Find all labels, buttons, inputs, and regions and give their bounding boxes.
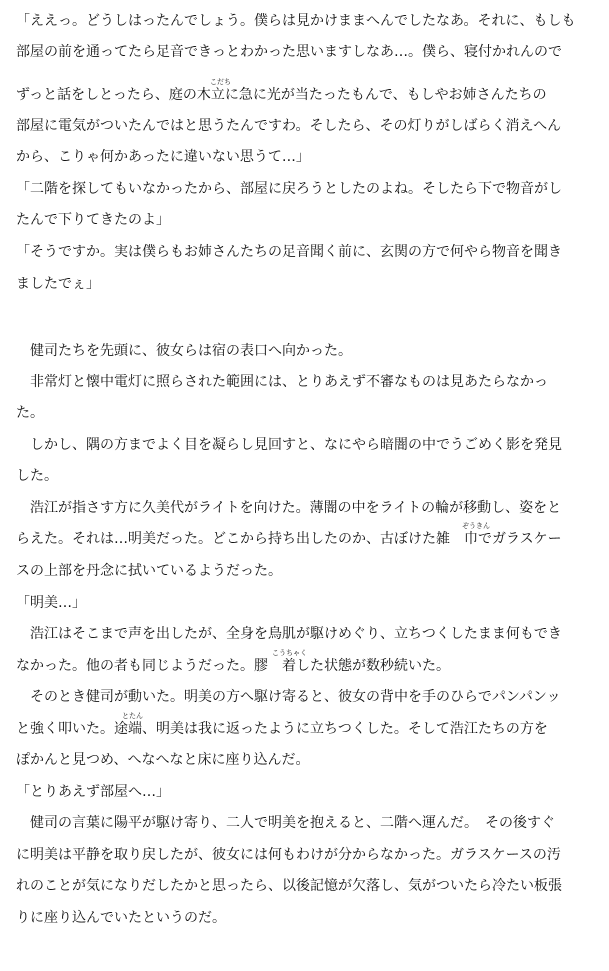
text-line: しかし、隅の方までよく目を凝らし見回すと、なにやら暗闇の中でうごめく影を発見 [16,437,562,453]
text-line: スの上部を丹念に拭いているようだった。 [16,563,282,579]
text-line: らえた。それは…明美だった。どこから持ち出したのか、古ぼけた雑 巾でガラスケー [16,531,562,547]
text-line: 非常灯と懐中電灯に照らされた範囲には、とりあえず不審なものは見あたらなかっ [16,374,548,390]
text-line: た。 [16,405,44,421]
text-line: そのとき健司が動いた。明美の方へ駆け寄ると、彼女の背中を手のひらでパンパンッ [16,689,561,705]
text-line: りに座り込んでいたというのだ。 [16,910,226,926]
text-line: 「明美…」 [16,595,86,611]
text-line: ましたでぇ」 [16,276,100,292]
text-line: 浩江が指さす方に久美代がライトを向けた。薄闇の中をライトの輪が移動し、姿をと [16,500,562,516]
text-line: ずっと話をしとったら、庭の木立に急に光が当たったもんで、もしやお姉さんたちの [16,87,547,103]
text-line: れのことが気になりだしたかと思ったら、以後記憶が欠落し、気がついたら冷たい板張 [16,878,562,894]
text-line: 健司の言葉に陽平が駆け寄り、二人で明美を抱えると、二階へ運んだ。 その後すぐ [16,815,555,831]
ruby-annotation: ぞうきん [462,522,490,530]
text-line: 浩江はそこまで声を出したが、全身を鳥肌が駆けめぐり、立ちつくしたまま何もでき [16,626,562,642]
text-line: と強く叩いた。途端、明美は我に返ったように立ちつくした。そして浩江たちの方を [16,721,548,737]
ruby-annotation: とたん [122,712,143,720]
text-line: 「ええっ。どうしはったんでしょう。僕らは見かけままへんでしたなあ。それに、もしも [16,13,576,29]
text-line: に明美は平静を取り戻したが、彼女には何もわけが分からなかった。ガラスケースの汚 [16,847,561,863]
ruby-annotation: こだち [210,78,231,86]
text-line: した。 [16,468,58,484]
text-line: 「二階を探してもいなかったから、部屋に戻ろうとしたのよね。そしたら下で物音がし [16,181,562,197]
text-line: 「とりあえず部屋へ…」 [16,784,170,800]
text-line: から、こりゃ何かあったに違いない思うて…」 [16,149,310,165]
text-line: 部屋の前を通ってたら足音できっとわかった思いますしなあ…。僕ら、寝付かれんので [16,44,562,60]
text-line: なかった。他の者も同じようだった。膠 着した状態が数秒続いた。 [16,658,450,674]
text-line: 部屋に電気がついたんではと思うたんですわ。そしたら、その灯りがしばらく消えへん [16,118,562,134]
text-line: ぽかんと見つめ、へなへなと床に座り込んだ。 [16,752,310,768]
ruby-annotation: こうちゃく [272,649,307,657]
text-line: たんで下りてきたのよ」 [16,212,170,228]
text-line: 健司たちを先頭に、彼女らは宿の表口へ向かった。 [16,343,352,359]
text-line: 「そうですか。実は僕らもお姉さんたちの足音聞く前に、玄関の方で何やら物音を聞き [16,244,562,260]
